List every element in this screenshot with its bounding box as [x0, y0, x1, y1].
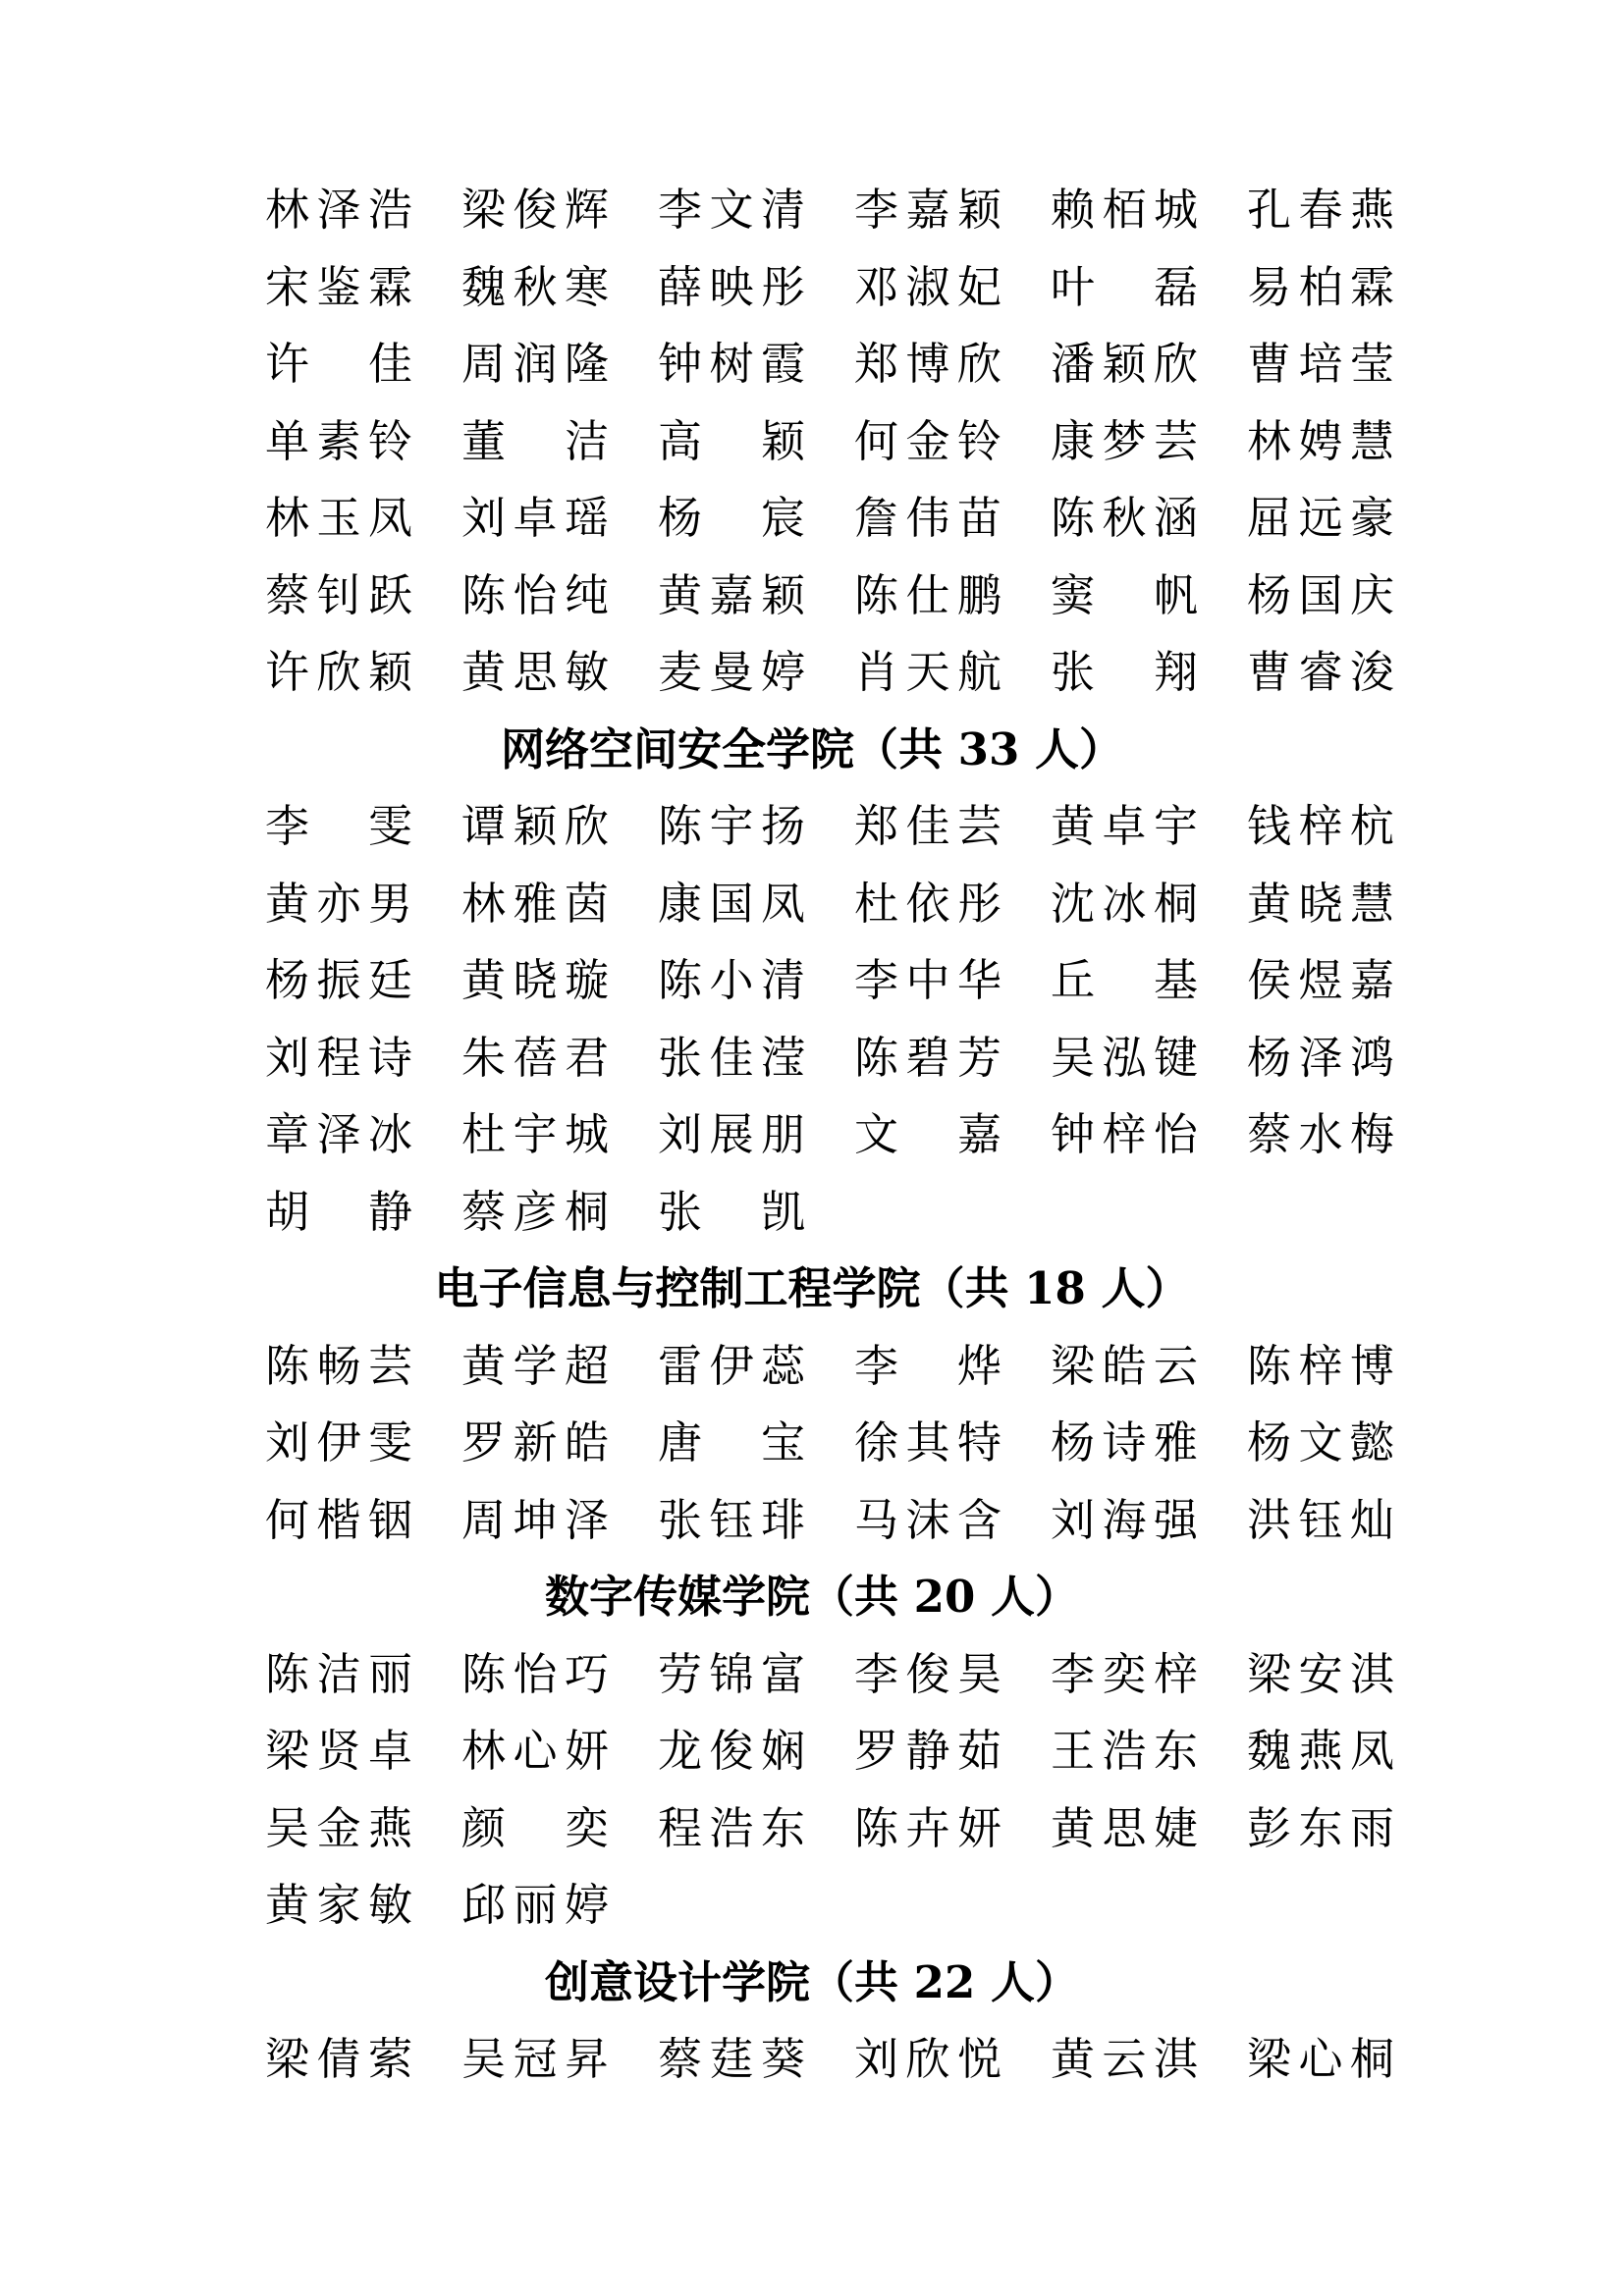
name-entry: 杜 依 彤 — [854, 877, 1001, 930]
name-entry: 曹 睿 浚 — [1247, 646, 1394, 698]
name-entry: 徐 其 特 — [854, 1416, 1001, 1468]
section-heading: 电子信息与控制工程学院（共 18 人） — [434, 1262, 1190, 1314]
name-entry: 李 烨 — [854, 1339, 1001, 1392]
name-entry: 梁 安 淇 — [1247, 1647, 1394, 1700]
name-entry: 单 素 铃 — [265, 414, 412, 467]
name-entry: 杨 振 廷 — [265, 954, 412, 1006]
name-entry: 梁 贤 卓 — [265, 1725, 412, 1777]
name-entry: 文 嘉 — [854, 1108, 1001, 1160]
name-entry: 张 翔 — [1051, 646, 1198, 698]
name-entry: 陈 洁 丽 — [265, 1647, 412, 1700]
name-entry: 黄 嘉 颖 — [658, 568, 805, 621]
name-entry: 梁 倩 萦 — [265, 2033, 412, 2085]
name-entry: 陈 碧 芳 — [854, 1031, 1001, 1084]
name-entry: 吴 冠 昇 — [461, 2033, 609, 2085]
name-entry: 窦 帆 — [1051, 568, 1198, 621]
name-entry: 刘 欣 悦 — [854, 2033, 1001, 2085]
name-entry: 周 润 隆 — [461, 338, 609, 390]
name-entry: 刘 伊 雯 — [265, 1416, 412, 1468]
name-entry: 陈 秋 涵 — [1051, 492, 1198, 544]
name-entry: 侯 煜 嘉 — [1247, 954, 1394, 1006]
name-entry: 林 玉 凤 — [265, 492, 412, 544]
name-entry: 李 奕 梓 — [1051, 1647, 1198, 1700]
name-entry: 梁 俊 辉 — [461, 184, 609, 236]
name-entry: 唐 宝 — [658, 1416, 805, 1468]
name-entry: 刘 海 强 — [1051, 1493, 1198, 1546]
name-entry: 薛 映 彤 — [658, 260, 805, 313]
name-entry: 梁 心 桐 — [1247, 2033, 1394, 2085]
name-entry: 杨 诗 雅 — [1051, 1416, 1198, 1468]
name-entry: 叶 磊 — [1051, 260, 1198, 313]
name-entry: 李 嘉 颖 — [854, 184, 1001, 236]
name-entry: 蔡 彦 桐 — [461, 1185, 609, 1238]
name-entry: 龙 俊 娴 — [658, 1725, 805, 1777]
name-entry: 陈 梓 博 — [1247, 1339, 1394, 1392]
section-heading: 创意设计学院（共 22 人） — [545, 1955, 1079, 2008]
name-entry: 沈 冰 桐 — [1051, 877, 1198, 930]
name-entry: 罗 静 茹 — [854, 1725, 1001, 1777]
name-entry: 吴 金 燕 — [265, 1801, 412, 1854]
name-entry: 黄 云 淇 — [1051, 2033, 1198, 2085]
name-entry: 魏 秋 寒 — [461, 260, 609, 313]
name-entry: 何 楷 铟 — [265, 1493, 412, 1546]
name-entry: 陈 卉 妍 — [854, 1801, 1001, 1854]
name-entry: 杨 文 懿 — [1247, 1416, 1394, 1468]
name-entry: 孔 春 燕 — [1247, 184, 1394, 236]
name-entry: 吴 泓 键 — [1051, 1031, 1198, 1084]
name-entry: 何 金 铃 — [854, 414, 1001, 467]
section-heading: 数字传媒学院（共 20 人） — [545, 1571, 1079, 1623]
name-entry: 林 雅 茵 — [461, 877, 609, 930]
name-entry: 朱 蓓 君 — [461, 1031, 609, 1084]
name-entry: 钱 梓 杭 — [1247, 800, 1394, 852]
name-entry: 邱 丽 婷 — [461, 1879, 609, 1931]
name-entry: 蔡 钊 跃 — [265, 568, 412, 621]
name-entry: 李 中 华 — [854, 954, 1001, 1006]
section-heading: 网络空间安全学院（共 33 人） — [501, 722, 1123, 775]
name-entry: 黄 卓 宇 — [1051, 800, 1198, 852]
name-entry: 肖 天 航 — [854, 646, 1001, 698]
name-entry: 陈 畅 芸 — [265, 1339, 412, 1392]
name-entry: 胡 静 — [265, 1185, 412, 1238]
name-entry: 易 柏 霖 — [1247, 260, 1394, 313]
name-entry: 张 钰 琲 — [658, 1493, 805, 1546]
name-entry: 黄 思 婕 — [1051, 1801, 1198, 1854]
name-entry: 梁 皓 云 — [1051, 1339, 1198, 1392]
name-entry: 屈 远 豪 — [1247, 492, 1394, 544]
name-entry: 钟 梓 怡 — [1051, 1108, 1198, 1160]
name-entry: 张 凯 — [658, 1185, 805, 1238]
name-entry: 周 坤 泽 — [461, 1493, 609, 1546]
name-entry: 杨 宸 — [658, 492, 805, 544]
name-entry: 钟 树 霞 — [658, 338, 805, 390]
name-entry: 赖 栢 城 — [1051, 184, 1198, 236]
name-entry: 程 浩 东 — [658, 1801, 805, 1854]
name-entry: 黄 学 超 — [461, 1339, 609, 1392]
name-entry: 彭 东 雨 — [1247, 1801, 1394, 1854]
name-entry: 蔡 水 梅 — [1247, 1108, 1394, 1160]
name-entry: 黄 亦 男 — [265, 877, 412, 930]
name-entry: 马 沫 含 — [854, 1493, 1001, 1546]
name-entry: 黄 晓 慧 — [1247, 877, 1394, 930]
name-entry: 林 娉 慧 — [1247, 414, 1394, 467]
name-entry: 李 文 清 — [658, 184, 805, 236]
name-entry: 杜 宇 城 — [461, 1108, 609, 1160]
name-entry: 陈 宇 扬 — [658, 800, 805, 852]
name-entry: 颜 奕 — [461, 1801, 609, 1854]
name-entry: 林 心 妍 — [461, 1725, 609, 1777]
name-entry: 许 欣 颖 — [265, 646, 412, 698]
name-entry: 黄 晓 璇 — [461, 954, 609, 1006]
name-entry: 章 泽 冰 — [265, 1108, 412, 1160]
name-entry: 宋 鉴 霖 — [265, 260, 412, 313]
name-entry: 雷 伊 蕊 — [658, 1339, 805, 1392]
name-entry: 林 泽 浩 — [265, 184, 412, 236]
name-entry: 黄 家 敏 — [265, 1879, 412, 1931]
name-entry: 刘 卓 瑶 — [461, 492, 609, 544]
name-entry: 董 洁 — [461, 414, 609, 467]
name-entry: 陈 小 清 — [658, 954, 805, 1006]
name-entry: 刘 程 诗 — [265, 1031, 412, 1084]
name-entry: 魏 燕 凤 — [1247, 1725, 1394, 1777]
name-entry: 邓 淑 妃 — [854, 260, 1001, 313]
name-entry: 黄 思 敏 — [461, 646, 609, 698]
name-entry: 高 颖 — [658, 414, 805, 467]
name-entry: 罗 新 皓 — [461, 1416, 609, 1468]
name-entry: 杨 泽 鸿 — [1247, 1031, 1394, 1084]
name-entry: 康 国 凤 — [658, 877, 805, 930]
name-entry: 刘 展 朋 — [658, 1108, 805, 1160]
name-entry: 康 梦 芸 — [1051, 414, 1198, 467]
name-entry: 劳 锦 富 — [658, 1647, 805, 1700]
name-entry: 张 佳 滢 — [658, 1031, 805, 1084]
name-entry: 丘 基 — [1051, 954, 1198, 1006]
name-entry: 郑 佳 芸 — [854, 800, 1001, 852]
name-entry: 蔡 莛 葵 — [658, 2033, 805, 2085]
name-entry: 杨 国 庆 — [1247, 568, 1394, 621]
name-entry: 李 俊 昊 — [854, 1647, 1001, 1700]
name-entry: 潘 颖 欣 — [1051, 338, 1198, 390]
name-entry: 洪 钰 灿 — [1247, 1493, 1394, 1546]
name-entry: 曹 培 莹 — [1247, 338, 1394, 390]
name-entry: 陈 怡 巧 — [461, 1647, 609, 1700]
name-entry: 陈 怡 纯 — [461, 568, 609, 621]
name-entry: 许 佳 — [265, 338, 412, 390]
name-entry: 郑 博 欣 — [854, 338, 1001, 390]
name-entry: 陈 仕 鹏 — [854, 568, 1001, 621]
name-entry: 谭 颖 欣 — [461, 800, 609, 852]
name-entry: 李 雯 — [265, 800, 412, 852]
name-entry: 麦 曼 婷 — [658, 646, 805, 698]
name-entry: 王 浩 东 — [1051, 1725, 1198, 1777]
name-entry: 詹 伟 苗 — [854, 492, 1001, 544]
